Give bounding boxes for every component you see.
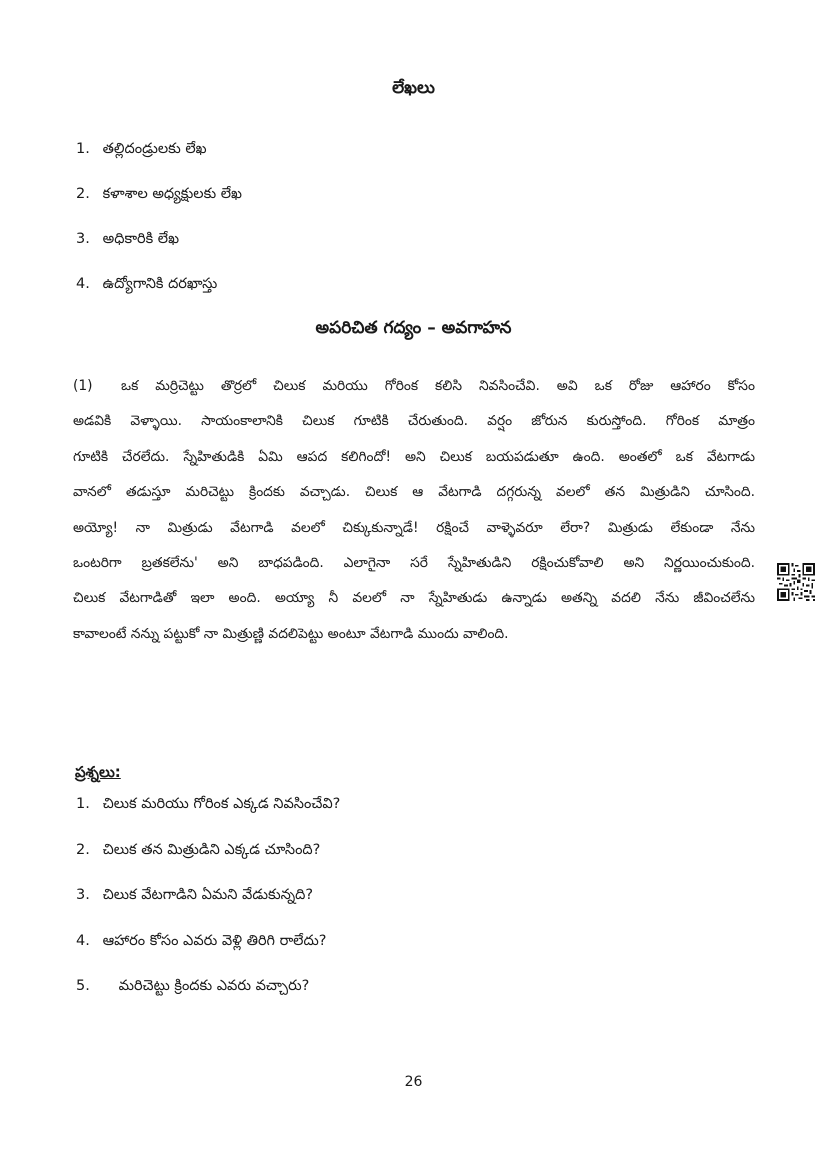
- questions-list: [76, 793, 340, 1021]
- list-text: తల్లిదండ్రులకు లేఖ: [102, 141, 207, 157]
- question-text: చిలుక మరియు గోరింక ఎక్కడ నివసించేవి?: [102, 796, 341, 812]
- list-item: [76, 138, 242, 183]
- list-text: అధికారికి లేఖ: [102, 231, 180, 247]
- passage-line: ఒంటరిగా బ్రతకలేను' అని బాధపడింది. ఎలాగైనా సరే స్నేహితుడిని రక్షించుకోవాలి అని నిర్ణయించుకుంది.: [73, 554, 755, 571]
- question-number: 5.: [76, 978, 90, 994]
- list-item: [76, 228, 242, 273]
- question-item: [76, 975, 340, 1021]
- qr-code-icon: [777, 563, 815, 601]
- passage-line: గూటికి చేరలేదు. స్నేహితుడికి ఏమి ఆపద కలిగిందో! అని చిలుక బయపడుతూ ఉంది. అంతలో ఒక వేటగాడు: [73, 448, 755, 465]
- list-item: [76, 273, 242, 318]
- question-item: [76, 930, 340, 976]
- question-text: ఆహారం కోసం ఎవరు వెళ్లి తిరిగి రాలేదు?: [102, 932, 327, 949]
- passage-line: [73, 374, 755, 409]
- list-number: 1.: [76, 141, 90, 157]
- page-number: 26: [404, 1074, 423, 1090]
- passage-line-text: ఒక మర్రిచెట్టు తొర్రలో చిలుక మరియు గోరింక కలిసి నివసించేవి. అవి ఒక రోజు ఆహారం కోసం: [121, 378, 755, 394]
- question-text: చిలుక తన మిత్రుడిని ఎక్కడ చూసింది?: [102, 841, 321, 858]
- passage-line: చిలుక వేటగాడితో ఇలా అంది. అయ్యా నీ వలలో నా స్నేహితుడు ఉన్నాడు అతన్ని వదలి నేను జీవించలేను: [73, 590, 755, 607]
- question-number: 3.: [76, 887, 90, 903]
- question-item: [76, 793, 340, 839]
- passage-line: కావాలంటే నన్ను పట్టుకో నా మిత్రుణ్ణి వదలిపెట్టు అంటూ వేటగాడి ముందు వాలింది.: [73, 625, 509, 642]
- list-number: 4.: [76, 276, 90, 292]
- list-number: 2.: [76, 186, 90, 202]
- list-item: [76, 183, 242, 228]
- question-item: [76, 884, 340, 930]
- passage-line: అడవికి వెళ్ళాయి. సాయంకాలానికి చిలుక గూటికి చేరుతుంది. వర్షం జోరున కురుస్తోంది. గోరింక మాత్రం: [73, 413, 755, 430]
- list-number: 3.: [76, 231, 90, 247]
- letters-list: [76, 138, 242, 318]
- passage-title: అపరిచిత గద్యం – అవగాహన: [315, 318, 512, 338]
- questions-heading: ప్రశ్నలు:: [75, 763, 121, 781]
- list-text: ఉద్యోగానికి దరఖాస్తు: [102, 276, 218, 292]
- passage: [73, 374, 755, 657]
- question-number: 2.: [76, 841, 90, 858]
- question-text: మరిచెట్టు క్రిందకు ఎవరు వచ్చారు?: [118, 978, 310, 994]
- passage-line: వానలో తడుస్తూ మరిచెట్టు క్రిందకు వచ్చాడు. చిలుక ఆ వేటగాడి దగ్గరున్న వలలో తన మిత్రుడిని చూసింది.: [73, 484, 755, 501]
- passage-marker: (1): [73, 378, 93, 394]
- passage-line: అయ్యో! నా మిత్రుడు వేటగాడి వలలో చిక్కుకున్నాడే! రక్షించే వాళ్ళెవరూ లేరా? మిత్రుడు లేకుండా నేను: [73, 519, 755, 536]
- question-number: 4.: [76, 932, 90, 949]
- question-number: 1.: [76, 796, 90, 812]
- list-text: కళాశాల అధ్యక్షులకు లేఖ: [102, 186, 242, 202]
- question-item: [76, 839, 340, 885]
- question-text: చిలుక వేటగాడిని ఏమని వేడుకున్నది?: [102, 887, 314, 903]
- page-title: లేఖలు: [392, 78, 435, 98]
